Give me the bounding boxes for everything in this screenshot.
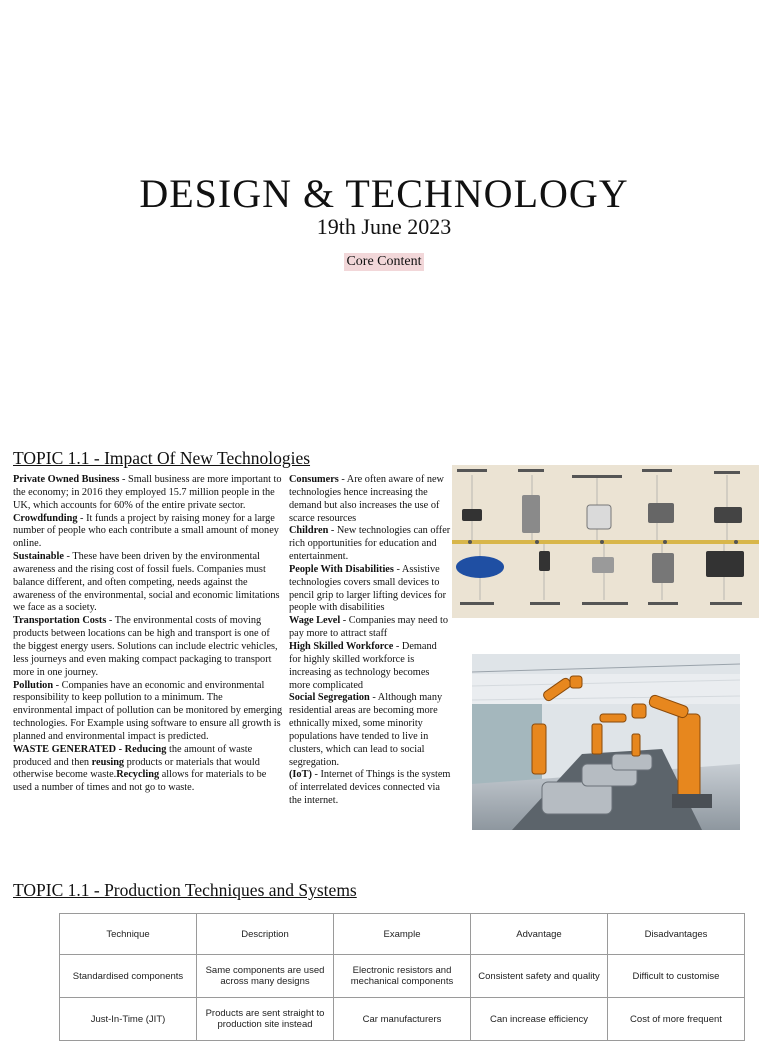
term: (IoT) [289,769,312,781]
separator: - [119,474,128,485]
core-content-badge-wrap [0,250,768,271]
definition-sustainable [13,551,283,615]
robotic-assembly-line-illustration [472,654,740,830]
definition-text: Companies may need to pay more to attract staff [289,615,449,640]
left-column [13,474,283,795]
term: Sustainable [13,551,64,563]
table-cell: Car manufacturers [334,998,471,1041]
definition-text: Are often aware of new technologies hence increasing the demand but also increases the use of scarce resources [289,474,444,524]
definition-text: Although many residential areas are becoming more ethnically mixed, some minority populations have tended to live in clusters, which can lead to social segregation. [289,692,443,768]
table-row [60,955,745,998]
term: WASTE GENERATED - Reducing [13,743,167,755]
definition-text: products or materials that would otherwise become waste. [13,756,260,781]
table-cell: Can increase efficiency [471,998,608,1041]
term: Wage Level [289,615,341,627]
term: Transportation Costs [13,615,107,627]
technology-timeline-image [452,465,759,618]
definition-text: the amount of waste produced and then [13,743,253,768]
table-cell: Products are sent straight to production site instead [197,998,334,1041]
page-title: DESIGN & TECHNOLOGY [139,171,629,216]
separator: - [106,615,115,627]
table-cell: Standardised components [60,955,197,998]
separator: - [77,512,87,524]
definition-text: These have been driven by the environmental awareness and the rising cost of fossil fuels. Companies must balance different, and often competing, needs against the awareness of the environmental, social and economic limitations we face as a society. [13,551,280,614]
column-header-description: Description [197,914,334,955]
separator: - [393,640,402,652]
section-heading-impact: TOPIC 1.1 - Impact Of New Technologies [13,448,311,468]
separator: - [53,679,62,691]
definition-text: Internet of Things is the system of interrelated devices connected via the internet. [289,769,451,807]
term: Recycling [116,769,160,781]
separator: - [338,474,347,485]
robotic-assembly-line-image [472,654,740,830]
table-cell: Just-In-Time (JIT) [60,998,197,1041]
definition-high-skilled-workforce [289,641,451,692]
definition-waste-generated [13,744,283,795]
term: Social Segregation [289,692,370,704]
separator: - [369,692,378,704]
definition-social-segregation [289,692,451,769]
term: Consumers [289,474,339,485]
definition-text: allows for materials to be used a number of times and not go to waste. [13,769,267,794]
table-cell: Electronic resistors and mechanical components [334,955,471,998]
definition-text: Companies have an economic and environmental responsibility to keep pollution to a minimum. The environmental impact of pollution can be monitored by emerging technologies. For Example using software to ensure all growth is planned and environmental impact is predicted. [13,679,283,742]
table-cell: Consistent safety and quality [471,955,608,998]
term: Children [289,525,329,537]
term: Crowdfunding [13,512,78,524]
term: Pollution [13,679,54,691]
column-header-example: Example [334,914,471,955]
separator: - [340,615,349,627]
section-heading-production: TOPIC 1.1 - Production Techniques and Systems [13,880,357,900]
term: reusing [91,756,125,768]
table-cell: Difficult to customise [608,955,745,998]
definition-text: It funds a project by raising money for a large number of people who each contribute a small amount of money online. [13,512,279,550]
technology-timeline-illustration [452,465,759,618]
table-header-row [60,914,745,955]
column-header-technique: Technique [60,914,197,955]
definition-text: Demand for highly skilled workforce is increasing as technology becomes more complicated [289,640,437,691]
table-cell: Same components are used across many designs [197,955,334,998]
separator: - [311,769,321,781]
table-row [60,998,745,1041]
definition-people-with-disabilities [289,564,451,615]
column-header-disadvantages: Disadvantages [608,914,745,955]
separator: - [393,563,402,575]
page-date: 19th June 2023 [316,214,452,239]
core-content-badge: Core Content [346,254,422,269]
definition-text: The environmental costs of moving products between locations can be high and transport is one of the biggest energy users. Solutions can include electric vehicles, less journeys and even making compact packaging to transport more in one journey. [13,615,278,678]
separator: - [63,551,73,563]
definition-iot [289,769,451,808]
term: People With Disabilities [289,563,394,575]
definition-text: Small business are more important to the economy; in 2016 they employed 15.7 million people in the UK, which accounts for 60% of the entire private sector. [13,474,282,511]
term: High Skilled Workforce [289,640,394,652]
definition-consumers [289,474,451,525]
definition-pollution [13,680,283,744]
separator: - [328,525,337,537]
definition-wage-level [289,615,451,641]
production-techniques-table [59,913,745,1041]
table-cell: Cost of more frequent [608,998,745,1041]
definition-private-owned-business [13,474,283,513]
definition-text: New technologies can offer rich opportunities for education and entertainment. [289,525,451,563]
definition-transportation-costs [13,615,283,679]
column-header-advantage: Advantage [471,914,608,955]
definition-children [289,525,451,564]
definition-crowdfunding [13,513,283,552]
definition-text: Assistive technologies covers small devices to pencil grip to larger lifting devices for people with disabilities [289,563,447,614]
right-column [289,474,451,808]
term: Private Owned Business [13,474,120,485]
